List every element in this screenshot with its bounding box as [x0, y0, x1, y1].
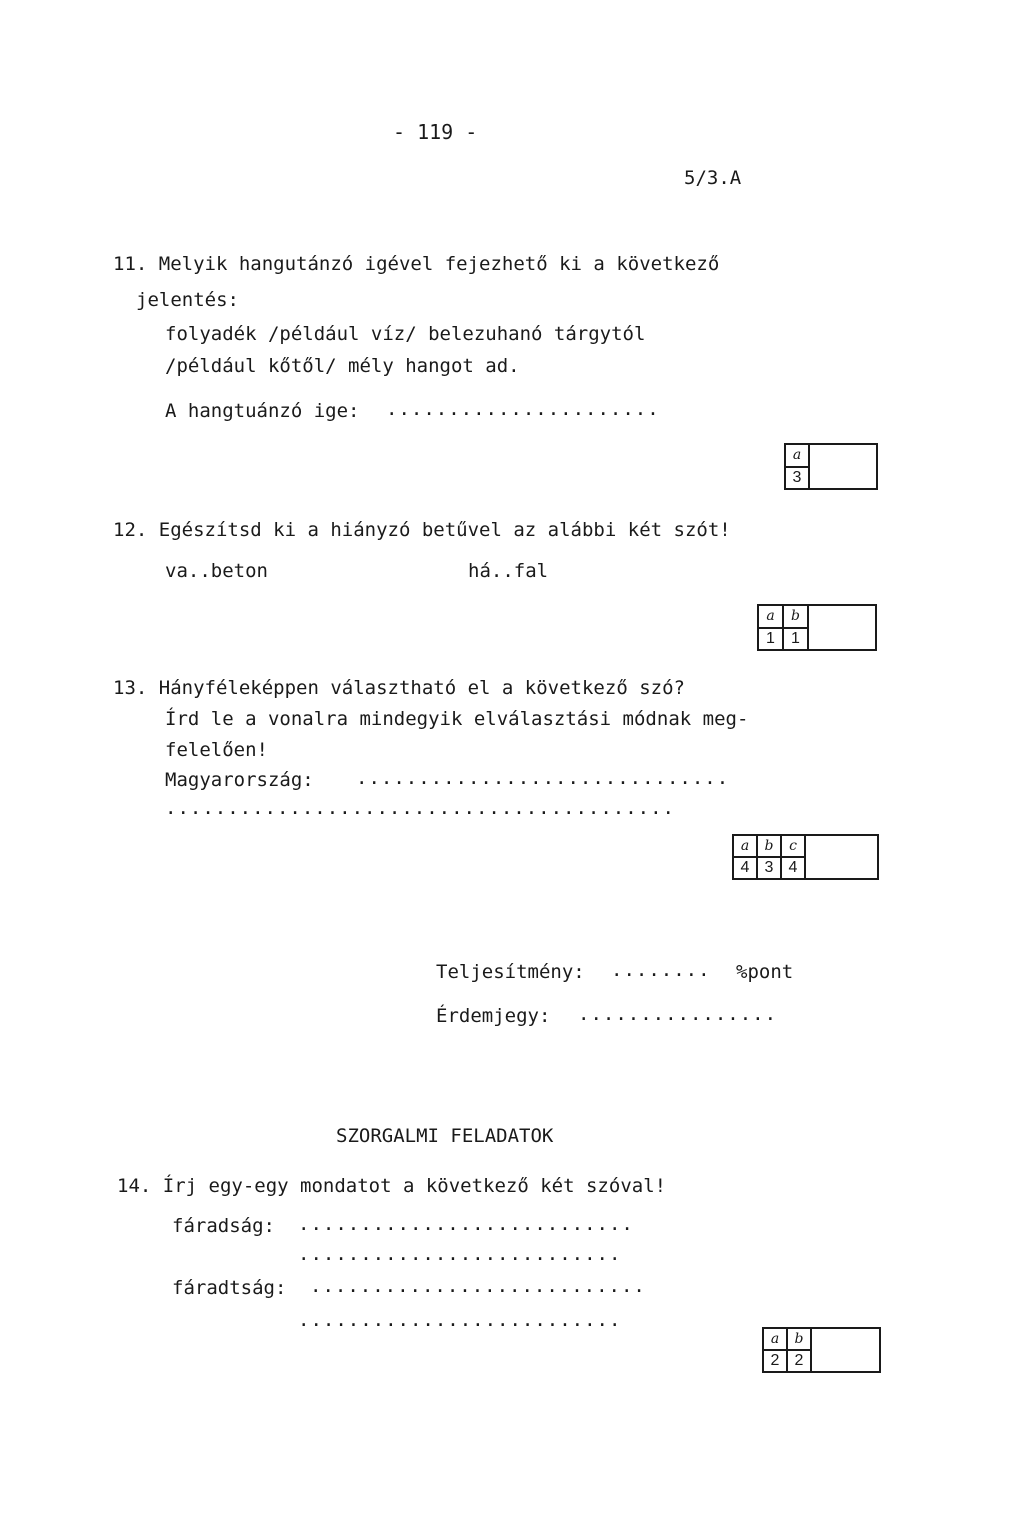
q14-text-line1: 14. Írj egy-egy mondatot a következő két szóval!: [117, 1175, 667, 1197]
q11-score-box: [784, 443, 878, 490]
score-cell-value: 1: [766, 629, 775, 647]
q11-text-line2: jelentés:: [136, 289, 239, 311]
q14-word2-label: fáradtság:: [172, 1277, 287, 1299]
grade-label: Érdemjegy:: [436, 1005, 551, 1027]
q13-text-line1: 13. Hányféleképpen választható el a következő szó?: [113, 677, 685, 699]
score-cell: [786, 445, 810, 488]
document-code: 5/3.A: [684, 167, 742, 189]
performance-unit: %pont: [736, 961, 794, 983]
score-cell: [782, 836, 806, 878]
q14-word1-line2[interactable]: ..........................: [298, 1243, 622, 1265]
performance-input-line[interactable]: ........: [611, 959, 711, 981]
score-total-field[interactable]: [806, 836, 877, 878]
score-cell-value: 4: [788, 859, 798, 876]
q11-answer-line[interactable]: ......................: [386, 398, 660, 420]
q13-text-line3: felelően!: [165, 739, 268, 761]
q14-word1-line1[interactable]: ...........................: [298, 1213, 634, 1235]
q13-answer-line1[interactable]: ..............................: [356, 767, 730, 789]
score-cell-label: a: [734, 836, 756, 858]
score-cell-label: b: [788, 1329, 810, 1351]
score-cell-value: 3: [792, 468, 802, 486]
score-cell-value: 2: [794, 1352, 804, 1369]
q12-text-line1: 12. Egészítsd ki a hiányzó betűvel az alábbi két szót!: [113, 519, 731, 541]
score-cell-value: 2: [770, 1352, 780, 1369]
q11-text-line4: /például kőtől/ mély hangot ad.: [165, 355, 520, 377]
score-cell: [759, 606, 784, 649]
score-total-field[interactable]: [810, 445, 876, 488]
score-cell-label: a: [759, 606, 782, 629]
q12-word1: va..beton: [165, 560, 268, 582]
score-cell-label: a: [786, 445, 808, 468]
q11-answer-label: A hangtuánzó ige:: [165, 400, 360, 422]
q11-text-line1: 11. Melyik hangutánzó igével fejezhető ki a következő: [113, 253, 720, 275]
score-cell: [788, 1329, 812, 1371]
q13-score-box: [732, 834, 879, 880]
q12-score-box: [757, 604, 877, 651]
q14-score-box: [762, 1327, 881, 1373]
q13-word-label: Magyarország:: [165, 769, 314, 791]
q14-word2-line2[interactable]: ..........................: [298, 1309, 622, 1331]
q13-answer-line2[interactable]: .........................................: [165, 797, 675, 819]
q14-word2-line1[interactable]: ...........................: [310, 1275, 646, 1297]
score-cell: [734, 836, 758, 878]
score-cell-value: 1: [791, 629, 800, 647]
score-cell-label: b: [784, 606, 807, 629]
performance-label: Teljesítmény:: [436, 961, 585, 983]
page-number: - 119 -: [393, 120, 478, 144]
q13-text-line2: Írd le a vonalra mindegyik elválasztási módnak meg-: [165, 708, 749, 730]
score-cell: [784, 606, 809, 649]
score-cell-label: b: [758, 836, 780, 858]
score-total-field[interactable]: [812, 1329, 879, 1371]
score-cell: [758, 836, 782, 878]
q12-word2: há..fal: [468, 560, 549, 582]
score-cell-label: a: [764, 1329, 786, 1351]
score-cell-label: c: [782, 836, 804, 858]
score-total-field[interactable]: [809, 606, 875, 649]
score-cell-value: 4: [740, 859, 750, 876]
extra-tasks-heading: SZORGALMI FELADATOK: [336, 1125, 554, 1147]
q11-text-line3: folyadék /például víz/ belezuhanó tárgytól: [165, 323, 646, 345]
grade-input-line[interactable]: ................: [578, 1003, 778, 1025]
score-cell-value: 3: [764, 859, 774, 876]
score-cell: [764, 1329, 788, 1371]
q14-word1-label: fáradság:: [172, 1215, 275, 1237]
